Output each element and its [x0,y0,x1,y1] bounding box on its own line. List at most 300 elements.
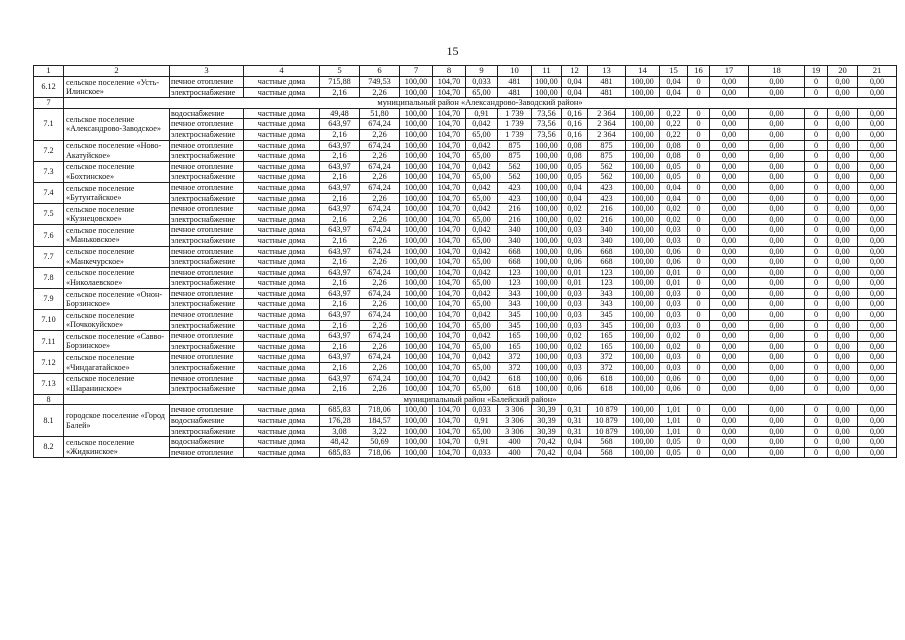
table-cell: 0 [805,288,828,299]
table-cell: 0,00 [710,320,749,331]
service-type: электроснабжение [170,341,244,352]
settlement-number: 7.6 [34,225,64,246]
table-cell: 0,03 [660,288,688,299]
table-cell: 674,24 [360,246,400,257]
table-cell: 0,22 [660,119,688,130]
table-cell: 100,00 [400,320,433,331]
table-cell: 100,00 [400,352,433,363]
settlement-number: 7.13 [34,373,64,394]
table-cell: 65,00 [466,426,498,437]
table-cell: 0 [688,119,710,130]
table-cell: 100,00 [400,416,433,427]
service-type: печное отопление [170,331,244,342]
table-cell: 372 [588,352,626,363]
housing-type: частные дома [244,363,320,374]
table-cell: 100,00 [532,331,562,342]
settlement-name: сельское поселение «Савво-Борзинское» [64,331,170,352]
table-cell: 65,00 [466,278,498,289]
table-cell: 100,00 [400,77,433,88]
table-cell: 674,24 [360,119,400,130]
column-number: 6 [360,66,400,77]
table-cell: 100,00 [626,225,660,236]
service-type: водоснабжение [170,108,244,119]
table-cell: 104,70 [433,204,466,215]
table-cell: 165 [498,331,532,342]
table-cell: 100,00 [532,384,562,395]
table-cell: 668 [588,246,626,257]
table-cell: 100,00 [400,140,433,151]
table-cell: 104,70 [433,288,466,299]
housing-type: частные дома [244,172,320,183]
column-number-row [34,66,897,77]
table-cell: 481 [588,77,626,88]
table-cell: 2 364 [588,108,626,119]
table-cell: 0 [688,193,710,204]
table-cell: 165 [498,341,532,352]
table-cell: 176,28 [320,416,360,427]
table-cell: 0,00 [858,225,897,236]
table-cell: 65,00 [466,129,498,140]
table-cell: 0,04 [562,437,588,448]
table-cell: 0 [688,140,710,151]
table-cell: 0,00 [710,172,749,183]
table-cell: 674,24 [360,352,400,363]
service-type: электроснабжение [170,235,244,246]
table-cell: 674,24 [360,204,400,215]
table-cell: 0,03 [660,363,688,374]
table-cell: 643,97 [320,267,360,278]
table-cell: 0 [805,161,828,172]
table-cell: 0,00 [828,214,858,225]
table-cell: 0,00 [828,257,858,268]
table-cell: 100,00 [532,310,562,321]
table-cell: 104,70 [433,331,466,342]
housing-type: частные дома [244,320,320,331]
table-cell: 65,00 [466,172,498,183]
settlement-number: 7.11 [34,331,64,352]
table-cell: 0,01 [660,278,688,289]
table-cell: 2,16 [320,214,360,225]
table-cell: 0,00 [710,108,749,119]
table-cell: 0,00 [858,310,897,321]
table-cell: 0 [805,267,828,278]
table-cell: 0,00 [828,182,858,193]
table-cell: 2,16 [320,235,360,246]
table-cell: 0,01 [562,278,588,289]
table-cell: 0,05 [660,172,688,183]
table-cell: 100,00 [400,426,433,437]
table-cell: 0 [805,384,828,395]
table-cell: 100,00 [626,437,660,448]
table-cell: 0,00 [710,204,749,215]
table-cell: 372 [498,363,532,374]
table-cell: 0,00 [710,140,749,151]
table-cell: 100,00 [400,193,433,204]
table-cell: 2,26 [360,320,400,331]
table-cell: 51,80 [360,108,400,119]
table-cell: 0,06 [562,373,588,384]
table-cell: 100,00 [400,246,433,257]
housing-type: частные дома [244,235,320,246]
table-cell: 100,00 [626,416,660,427]
housing-type: частные дома [244,140,320,151]
table-cell: 0,03 [562,320,588,331]
table-cell: 100,00 [626,405,660,416]
table-cell: 343 [498,288,532,299]
table-cell: 104,70 [433,172,466,183]
table-cell: 0,00 [710,193,749,204]
table-cell: 0 [688,288,710,299]
table-cell: 0,042 [466,140,498,151]
table-cell: 0 [688,299,710,310]
table-cell: 0,00 [749,129,805,140]
table-cell: 0,00 [749,437,805,448]
table-cell: 0 [805,426,828,437]
table-cell: 0 [688,405,710,416]
table-cell: 100,00 [626,267,660,278]
table-cell: 0,06 [660,246,688,257]
table-cell: 0,05 [562,161,588,172]
housing-type: частные дома [244,310,320,321]
table-cell: 0,00 [749,341,805,352]
table-cell: 100,00 [626,341,660,352]
service-type: печное отопление [170,405,244,416]
table-cell: 0,00 [828,267,858,278]
table-cell: 0,00 [710,299,749,310]
table-cell: 0,00 [749,151,805,162]
service-type: печное отопление [170,204,244,215]
table-cell: 100,00 [400,310,433,321]
table-cell: 0,00 [749,384,805,395]
table-cell: 0 [805,214,828,225]
housing-type: частные дома [244,341,320,352]
table-cell: 0,00 [858,447,897,458]
column-number: 14 [626,66,660,77]
table-cell: 100,00 [400,225,433,236]
service-type: электроснабжение [170,278,244,289]
housing-type: частные дома [244,288,320,299]
table-cell: 100,00 [532,140,562,151]
table-cell: 343 [498,299,532,310]
table-cell: 668 [588,257,626,268]
table-cell: 0,00 [710,119,749,130]
table-cell: 685,83 [320,447,360,458]
service-type: электроснабжение [170,320,244,331]
table-row [34,437,897,448]
table-cell: 184,57 [360,416,400,427]
table-cell: 104,70 [433,310,466,321]
table-cell: 618 [498,373,532,384]
table-cell: 104,70 [433,246,466,257]
table-cell: 0,00 [710,77,749,88]
table-cell: 100,00 [626,204,660,215]
table-cell: 0,00 [749,267,805,278]
table-cell: 0,00 [710,129,749,140]
table-cell: 100,00 [532,172,562,183]
table-cell: 2,26 [360,87,400,98]
table-cell: 100,00 [400,257,433,268]
table-cell: 0,03 [562,363,588,374]
table-cell: 100,00 [626,352,660,363]
table-cell: 343 [588,299,626,310]
housing-type: частные дома [244,77,320,88]
column-number: 9 [466,66,498,77]
table-cell: 100,00 [400,182,433,193]
table-cell: 0 [805,437,828,448]
table-cell: 0,00 [828,77,858,88]
table-cell: 674,24 [360,140,400,151]
table-cell: 0 [688,225,710,236]
table-cell: 0,00 [749,447,805,458]
settlement-number: 7.3 [34,161,64,182]
table-cell: 0,00 [858,363,897,374]
district-number: 8 [34,394,64,405]
settlement-name: сельское поселение «Почкокуйское» [64,310,170,331]
table-cell: 0,01 [562,267,588,278]
table-cell: 123 [588,278,626,289]
table-cell: 0 [688,172,710,183]
table-cell: 668 [498,246,532,257]
table-cell: 0,00 [828,246,858,257]
table-cell: 0 [688,151,710,162]
table-cell: 30,39 [532,405,562,416]
table-cell: 65,00 [466,384,498,395]
table-cell: 2 364 [588,129,626,140]
table-cell: 2,16 [320,87,360,98]
table-cell: 0,00 [828,225,858,236]
table-cell: 0,042 [466,161,498,172]
table-cell: 568 [588,437,626,448]
table-cell: 643,97 [320,140,360,151]
table-cell: 0 [688,331,710,342]
table-cell: 100,00 [400,108,433,119]
table-cell: 0 [805,193,828,204]
table-cell: 100,00 [532,373,562,384]
table-cell: 0,00 [749,204,805,215]
table-cell: 104,70 [433,405,466,416]
table-cell: 0,00 [749,416,805,427]
table-cell: 0,00 [858,352,897,363]
table-cell: 3 306 [498,416,532,427]
table-cell: 123 [498,267,532,278]
settlement-number: 7.1 [34,108,64,140]
table-cell: 100,00 [626,288,660,299]
table-row [34,161,897,172]
housing-type: частные дома [244,246,320,257]
table-cell: 0,22 [660,129,688,140]
table-cell: 0,042 [466,373,498,384]
table-cell: 0,00 [858,267,897,278]
service-type: печное отопление [170,447,244,458]
table-cell: 0,00 [828,437,858,448]
service-type: электроснабжение [170,257,244,268]
table-cell: 0,00 [749,310,805,321]
table-cell: 100,00 [626,108,660,119]
district-number: 7 [34,98,64,109]
table-cell: 1 739 [498,108,532,119]
table-cell: 3 306 [498,405,532,416]
table-cell: 0,042 [466,352,498,363]
table-cell: 0 [688,235,710,246]
district-title: муниципальный район «Александрово-Заводский район» [64,98,897,109]
table-cell: 0,00 [749,352,805,363]
table-cell: 372 [588,363,626,374]
table-cell: 2,16 [320,151,360,162]
table-cell: 100,00 [400,331,433,342]
table-cell: 0,00 [710,331,749,342]
table-cell: 73,56 [532,119,562,130]
table-cell: 104,70 [433,320,466,331]
table-cell: 0,00 [710,310,749,321]
table-cell: 100,00 [532,204,562,215]
table-cell: 3,08 [320,426,360,437]
table-cell: 0,91 [466,416,498,427]
table-cell: 104,70 [433,299,466,310]
table-cell: 674,24 [360,267,400,278]
table-cell: 100,00 [532,225,562,236]
table-cell: 0,00 [710,405,749,416]
table-cell: 0,05 [562,172,588,183]
housing-type: частные дома [244,182,320,193]
table-cell: 0,16 [562,119,588,130]
table-cell: 0,00 [828,384,858,395]
table-cell: 0,00 [749,193,805,204]
table-cell: 0,00 [710,235,749,246]
table-cell: 643,97 [320,331,360,342]
table-cell: 0 [805,129,828,140]
table-cell: 0,00 [828,172,858,183]
table-cell: 2,16 [320,193,360,204]
table-cell: 0 [688,77,710,88]
table-cell: 2,26 [360,214,400,225]
table-cell: 100,00 [400,299,433,310]
table-cell: 100,00 [400,129,433,140]
table-cell: 0,04 [562,182,588,193]
table-cell: 0,00 [749,172,805,183]
table-cell: 0,02 [562,204,588,215]
table-cell: 0,08 [660,151,688,162]
table-cell: 2,26 [360,235,400,246]
settlement-number: 8.1 [34,405,64,437]
tariff-table [33,65,897,458]
settlement-number: 7.7 [34,246,64,267]
settlement-name: сельское поселение «Кузнецовское» [64,204,170,225]
table-cell: 100,00 [626,331,660,342]
table-cell: 0,00 [828,193,858,204]
table-cell: 100,00 [400,363,433,374]
table-cell: 2,16 [320,320,360,331]
service-type: электроснабжение [170,426,244,437]
column-number: 20 [828,66,858,77]
table-cell: 0,00 [828,161,858,172]
table-cell: 674,24 [360,225,400,236]
table-cell: 0,00 [749,225,805,236]
housing-type: частные дома [244,225,320,236]
table-cell: 100,00 [626,278,660,289]
table-cell: 0,00 [828,299,858,310]
table-cell: 643,97 [320,119,360,130]
service-type: печное отопление [170,119,244,130]
service-type: печное отопление [170,310,244,321]
table-cell: 0,00 [749,363,805,374]
table-cell: 2,26 [360,278,400,289]
district-row [34,98,897,109]
table-cell: 0 [805,151,828,162]
table-cell: 0,033 [466,77,498,88]
housing-type: частные дома [244,204,320,215]
column-number: 1 [34,66,64,77]
table-cell: 0,00 [749,405,805,416]
table-cell: 0,042 [466,310,498,321]
table-cell: 216 [498,204,532,215]
table-cell: 423 [498,182,532,193]
housing-type: частные дома [244,257,320,268]
housing-type: частные дома [244,405,320,416]
table-cell: 0,06 [660,384,688,395]
table-cell: 0,00 [710,87,749,98]
table-cell: 2,26 [360,363,400,374]
table-cell: 104,70 [433,108,466,119]
table-cell: 0 [688,341,710,352]
table-cell: 0 [805,108,828,119]
table-cell: 749,53 [360,77,400,88]
table-cell: 2,16 [320,278,360,289]
settlement-name: сельское поселение «Николаевское» [64,267,170,288]
table-cell: 100,00 [400,405,433,416]
table-cell: 0,00 [749,161,805,172]
table-cell: 2,16 [320,341,360,352]
settlement-number: 7.4 [34,182,64,203]
table-cell: 0,01 [660,267,688,278]
table-cell: 0,03 [562,235,588,246]
table-cell: 0,00 [710,161,749,172]
table-cell: 0,00 [828,288,858,299]
service-type: печное отопление [170,225,244,236]
table-cell: 0,00 [749,288,805,299]
table-cell: 674,24 [360,182,400,193]
table-cell: 0,00 [749,119,805,130]
table-cell: 100,00 [626,172,660,183]
table-cell: 0,00 [749,235,805,246]
table-cell: 165 [588,331,626,342]
table-cell: 104,70 [433,278,466,289]
district-title: муниципальный район «Балейский район» [64,394,897,405]
table-cell: 0,00 [749,108,805,119]
settlement-name: сельское поселение «Манкечурское» [64,246,170,267]
table-cell: 0,00 [710,352,749,363]
table-cell: 0,00 [749,299,805,310]
table-cell: 100,00 [400,204,433,215]
table-cell: 0,00 [828,447,858,458]
table-cell: 100,00 [400,161,433,172]
table-cell: 0,00 [858,405,897,416]
table-cell: 1,01 [660,405,688,416]
table-cell: 0 [805,310,828,321]
housing-type: частные дома [244,267,320,278]
column-number: 13 [588,66,626,77]
service-type: печное отопление [170,161,244,172]
column-number: 10 [498,66,532,77]
settlement-name: сельское поселение «Шаранинское» [64,373,170,394]
table-cell: 100,00 [532,267,562,278]
table-cell: 2,26 [360,151,400,162]
table-cell: 875 [498,140,532,151]
table-cell: 0 [688,373,710,384]
housing-type: частные дома [244,373,320,384]
table-cell: 0,00 [749,278,805,289]
table-cell: 0,03 [660,235,688,246]
table-cell: 70,42 [532,447,562,458]
